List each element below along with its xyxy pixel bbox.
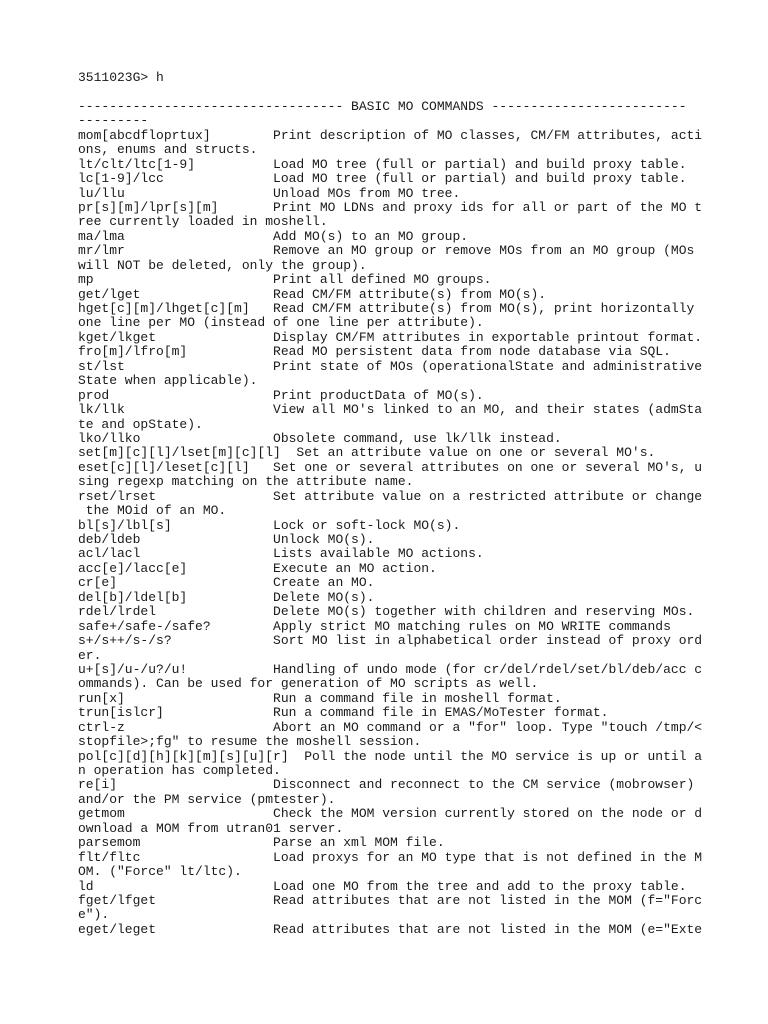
output-line: safe+/safe-/safe? Apply strict MO matching rules on MO WRITE commands — [78, 618, 671, 634]
output-line: one line per MO (instead of one line per attribute). — [78, 315, 484, 331]
output-line: lt/clt/ltc[1-9] Load MO tree (full or partial) and build proxy table. — [78, 156, 687, 172]
output-line: ree currently loaded in moshell. — [78, 214, 328, 230]
output-line: e"). — [78, 907, 110, 923]
output-line: trun[islcr] Run a command file in EMAS/MoTester format. — [78, 705, 609, 721]
output-line: ---------------------------------- BASIC MO COMMANDS ------------------------- — [78, 98, 687, 114]
output-line: ons, enums and structs. — [78, 142, 258, 158]
output-line: lu/llu Unload MOs from MO tree. — [78, 185, 461, 201]
output-line: fget/lfget Read attributes that are not listed in the MOM (f="Forc — [78, 892, 703, 908]
output-line: getmom Check the MOM version currently stored on the node or d — [78, 806, 703, 822]
output-line: del[b]/ldel[b] Delete MO(s). — [78, 589, 375, 605]
output-line: rdel/lrdel Delete MO(s) together with children and reserving MOs. — [78, 604, 695, 620]
output-line: and/or the PM service (pmtester). — [78, 791, 336, 807]
output-line: run[x] Run a command file in moshell format. — [78, 690, 562, 706]
output-line: lko/llko Obsolete command, use lk/llk instead. — [78, 430, 562, 446]
output-line: pol[c][d][h][k][m][s][u][r] Poll the node until the MO service is up or until a — [78, 748, 703, 764]
output-line: s+/s++/s-/s? Sort MO list in alphabetical order instead of proxy ord — [78, 633, 703, 649]
output-line: acl/lacl Lists available MO actions. — [78, 546, 484, 562]
output-line: stopfile>;fg" to resume the moshell session. — [78, 734, 422, 750]
output-line: te and opState). — [78, 416, 203, 432]
output-line: pr[s][m]/lpr[s][m] Print MO LDNs and proxy ids for all or part of the MO t — [78, 199, 703, 215]
output-line: st/lst Print state of MOs (operationalState and administrative — [78, 358, 703, 374]
command-prompt-line: 3511023G> h — [78, 70, 164, 85]
output-line: kget/lkget Display CM/FM attributes in exportable printout format. — [78, 329, 703, 345]
output-line: deb/ldeb Unlock MO(s). — [78, 532, 375, 547]
output-line: hget[c][m]/lhget[c][m] Read CM/FM attribute(s) from MO(s), print horizontally — [78, 301, 695, 316]
output-line: prod Print productData of MO(s). — [78, 387, 484, 403]
output-line: OM. ("Force" lt/ltc). — [78, 864, 242, 880]
output-line: lc[1-9]/lcc Load MO tree (full or partial) and build proxy table. — [78, 171, 687, 187]
output-line: cr[e] Create an MO. — [78, 575, 375, 591]
output-line: mom[abcdfloprtux] Print description of MO classes, CM/FM attributes, acti — [78, 127, 703, 143]
output-line: mp Print all defined MO groups. — [78, 272, 492, 288]
output-line: eget/leget Read attributes that are not listed in the MOM (e="Exte — [78, 921, 703, 937]
output-line: bl[s]/lbl[s] Lock or soft-lock MO(s). — [78, 517, 461, 533]
output-line: mr/lmr Remove an MO group or remove MOs from an MO group (MOs — [78, 243, 695, 259]
output-line: fro[m]/lfro[m] Read MO persistent data from node database via SQL. — [78, 344, 671, 360]
output-line: er. — [78, 647, 102, 663]
output-line: eset[c][l]/leset[c][l] Set one or several attributes on one or several MO's, u — [78, 459, 703, 475]
output-line: n operation has completed. — [78, 763, 281, 778]
output-line: parsemom Parse an xml MOM file. — [78, 835, 445, 851]
output-line: ma/lma Add MO(s) to an MO group. — [78, 228, 469, 244]
output-line: get/lget Read CM/FM attribute(s) from MO(s). — [78, 286, 547, 302]
output-line: ommands). Can be used for generation of MO scripts as well. — [78, 676, 539, 692]
output-line: ld Load one MO from the tree and add to the proxy table. — [78, 878, 687, 894]
output-line: rset/lrset Set attribute value on a restricted attribute or change — [78, 488, 703, 504]
output-line: re[i] Disconnect and reconnect to the CM service (mobrowser) — [78, 777, 695, 793]
output-line: ctrl-z Abort an MO command or a "for" loop. Type "touch /tmp/< — [78, 719, 703, 735]
output-line: flt/fltc Load proxys for an MO type that is not defined in the M — [78, 849, 703, 865]
output-line: State when applicable). — [78, 373, 258, 389]
terminal-output — [78, 71, 718, 937]
output-line: ownload a MOM from utran01 server. — [78, 820, 344, 836]
output-line: acc[e]/lacc[e] Execute an MO action. — [78, 560, 437, 576]
output-line: sing regexp matching on the attribute name. — [78, 474, 414, 490]
output-line: --------- — [78, 113, 149, 129]
output-line: the MOid of an MO. — [78, 503, 227, 519]
output-line — [78, 85, 718, 99]
output-line: u+[s]/u-/u?/u! Handling of undo mode (for cr/del/rdel/set/bl/deb/acc c — [78, 661, 703, 677]
output-line: set[m][c][l]/lset[m][c][l] Set an attribute value on one or several MO's. — [78, 445, 656, 461]
output-line: will NOT be deleted, only the group). — [78, 257, 367, 273]
output-line: lk/llk View all MO's linked to an MO, and their states (admSta — [78, 402, 703, 418]
